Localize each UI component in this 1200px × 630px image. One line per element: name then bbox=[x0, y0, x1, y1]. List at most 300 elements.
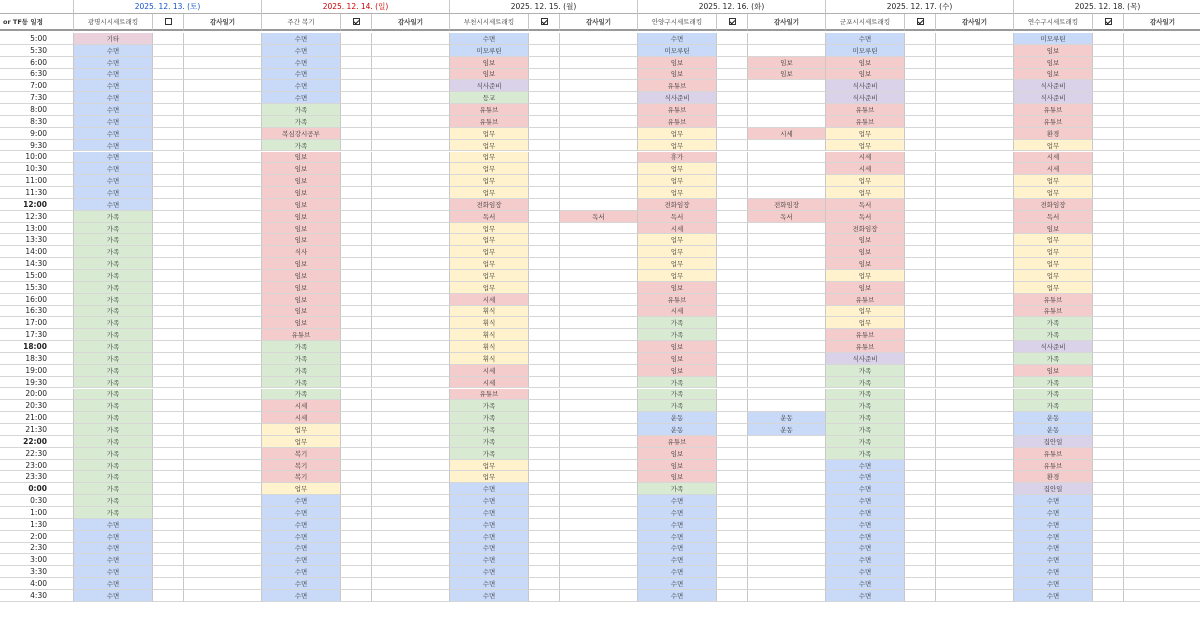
check-cell[interactable] bbox=[341, 460, 372, 472]
activity-cell[interactable]: 수면 bbox=[450, 495, 529, 507]
activity-cell[interactable]: 가족 bbox=[74, 341, 153, 353]
activity-cell[interactable]: 가족 bbox=[1014, 400, 1093, 412]
thanks-diary-cell[interactable] bbox=[184, 234, 262, 246]
check-cell[interactable] bbox=[905, 234, 936, 246]
task-header[interactable]: 광명시시세트래킹 bbox=[74, 14, 153, 31]
activity-cell[interactable]: 수면 bbox=[450, 590, 529, 602]
check-cell[interactable] bbox=[1093, 234, 1124, 246]
time-label[interactable]: 15:30 bbox=[0, 282, 74, 294]
thanks-diary-cell[interactable] bbox=[372, 152, 450, 164]
activity-cell[interactable]: 가족 bbox=[638, 317, 717, 329]
check-cell[interactable] bbox=[341, 104, 372, 116]
check-cell[interactable] bbox=[905, 578, 936, 590]
task-checkbox-cell[interactable] bbox=[341, 14, 372, 31]
activity-cell[interactable]: 수면 bbox=[74, 199, 153, 211]
activity-cell[interactable]: 업무 bbox=[638, 246, 717, 258]
thanks-diary-cell[interactable] bbox=[184, 365, 262, 377]
check-cell[interactable] bbox=[1093, 282, 1124, 294]
check-cell[interactable] bbox=[341, 80, 372, 92]
thanks-diary-cell[interactable] bbox=[184, 140, 262, 152]
thanks-diary-cell[interactable] bbox=[1124, 495, 1200, 507]
check-cell[interactable] bbox=[153, 448, 184, 460]
check-cell[interactable] bbox=[717, 578, 748, 590]
check-cell[interactable] bbox=[341, 531, 372, 543]
activity-cell[interactable]: 수면 bbox=[826, 554, 905, 566]
thanks-diary-cell[interactable] bbox=[748, 365, 826, 377]
thanks-diary-cell[interactable] bbox=[748, 92, 826, 104]
thanks-diary-cell[interactable] bbox=[936, 116, 1014, 128]
thanks-diary-cell[interactable] bbox=[372, 389, 450, 401]
thanks-diary-cell[interactable] bbox=[1124, 590, 1200, 602]
thanks-diary-cell[interactable] bbox=[936, 519, 1014, 531]
thanks-diary-cell[interactable] bbox=[936, 507, 1014, 519]
check-cell[interactable] bbox=[1093, 116, 1124, 128]
thanks-diary-cell[interactable] bbox=[560, 306, 638, 318]
activity-cell[interactable]: 업무 bbox=[450, 258, 529, 270]
check-cell[interactable] bbox=[717, 519, 748, 531]
thanks-diary-cell[interactable]: 독서 bbox=[748, 211, 826, 223]
thanks-diary-cell[interactable] bbox=[936, 377, 1014, 389]
activity-cell[interactable]: 유튜브 bbox=[826, 341, 905, 353]
thanks-diary-cell[interactable] bbox=[372, 578, 450, 590]
check-cell[interactable] bbox=[529, 412, 560, 424]
check-cell[interactable] bbox=[1093, 45, 1124, 57]
empty-checkbox-icon[interactable] bbox=[165, 18, 172, 25]
activity-cell[interactable]: 수면 bbox=[74, 69, 153, 81]
activity-cell[interactable]: 업무 bbox=[450, 246, 529, 258]
activity-cell[interactable]: 수면 bbox=[1014, 495, 1093, 507]
activity-cell[interactable]: 가족 bbox=[74, 495, 153, 507]
check-cell[interactable] bbox=[341, 365, 372, 377]
activity-cell[interactable]: 유튜브 bbox=[1014, 104, 1093, 116]
activity-cell[interactable]: 미모루틴 bbox=[450, 45, 529, 57]
thanks-diary-cell[interactable] bbox=[560, 270, 638, 282]
thanks-diary-cell[interactable] bbox=[560, 33, 638, 45]
thanks-diary-cell[interactable] bbox=[560, 69, 638, 81]
check-cell[interactable] bbox=[905, 57, 936, 69]
time-label[interactable]: 15:00 bbox=[0, 270, 74, 282]
thanks-diary-cell[interactable] bbox=[748, 460, 826, 472]
thanks-diary-cell[interactable] bbox=[1124, 211, 1200, 223]
activity-cell[interactable]: 임보 bbox=[262, 282, 341, 294]
activity-cell[interactable]: 업무 bbox=[1014, 246, 1093, 258]
activity-cell[interactable]: 가족 bbox=[262, 341, 341, 353]
check-cell[interactable] bbox=[1093, 163, 1124, 175]
check-cell[interactable] bbox=[341, 199, 372, 211]
day-date-header[interactable]: 2025. 12. 13. (토) bbox=[74, 0, 262, 14]
check-cell[interactable] bbox=[529, 424, 560, 436]
thanks-diary-cell[interactable] bbox=[1124, 566, 1200, 578]
activity-cell[interactable]: 가족 bbox=[74, 377, 153, 389]
activity-cell[interactable]: 가족 bbox=[826, 436, 905, 448]
check-cell[interactable] bbox=[153, 578, 184, 590]
activity-cell[interactable]: 수면 bbox=[638, 554, 717, 566]
check-cell[interactable] bbox=[529, 223, 560, 235]
time-label[interactable]: 1:30 bbox=[0, 519, 74, 531]
check-cell[interactable] bbox=[717, 211, 748, 223]
activity-cell[interactable]: 임보 bbox=[1014, 223, 1093, 235]
thanks-diary-cell[interactable] bbox=[936, 258, 1014, 270]
check-cell[interactable] bbox=[1093, 412, 1124, 424]
activity-cell[interactable]: 운동 bbox=[638, 412, 717, 424]
thanks-diary-cell[interactable] bbox=[372, 69, 450, 81]
activity-cell[interactable]: 수면 bbox=[74, 116, 153, 128]
activity-cell[interactable]: 독서 bbox=[1014, 211, 1093, 223]
activity-cell[interactable]: 임보 bbox=[262, 258, 341, 270]
check-cell[interactable] bbox=[153, 282, 184, 294]
thanks-diary-cell[interactable] bbox=[372, 187, 450, 199]
check-cell[interactable] bbox=[717, 389, 748, 401]
check-cell[interactable] bbox=[1093, 507, 1124, 519]
time-label[interactable]: 3:00 bbox=[0, 554, 74, 566]
activity-cell[interactable]: 시세 bbox=[826, 152, 905, 164]
thanks-diary-cell[interactable] bbox=[748, 80, 826, 92]
activity-cell[interactable]: 임보 bbox=[450, 57, 529, 69]
check-cell[interactable] bbox=[529, 33, 560, 45]
thanks-diary-cell[interactable] bbox=[372, 223, 450, 235]
thanks-diary-cell[interactable] bbox=[560, 424, 638, 436]
thanks-diary-cell[interactable] bbox=[936, 483, 1014, 495]
check-cell[interactable] bbox=[529, 341, 560, 353]
thanks-diary-cell[interactable]: 운동 bbox=[748, 412, 826, 424]
activity-cell[interactable]: 업무 bbox=[450, 140, 529, 152]
thanks-diary-cell[interactable] bbox=[1124, 175, 1200, 187]
activity-cell[interactable]: 수면 bbox=[74, 566, 153, 578]
thanks-diary-cell[interactable] bbox=[184, 294, 262, 306]
thanks-diary-cell[interactable] bbox=[372, 80, 450, 92]
thanks-diary-cell[interactable] bbox=[184, 424, 262, 436]
activity-cell[interactable]: 업무 bbox=[450, 128, 529, 140]
task-header[interactable]: 주간 복기 bbox=[262, 14, 341, 31]
thanks-diary-cell[interactable] bbox=[184, 495, 262, 507]
check-cell[interactable] bbox=[153, 234, 184, 246]
check-cell[interactable] bbox=[1093, 152, 1124, 164]
activity-cell[interactable]: 유튜브 bbox=[638, 116, 717, 128]
thanks-diary-cell[interactable] bbox=[372, 543, 450, 555]
checked-checkbox-icon[interactable] bbox=[541, 18, 548, 25]
activity-cell[interactable]: 임보 bbox=[262, 187, 341, 199]
check-cell[interactable] bbox=[153, 543, 184, 555]
check-cell[interactable] bbox=[153, 152, 184, 164]
thanks-diary-cell[interactable] bbox=[184, 57, 262, 69]
check-cell[interactable] bbox=[905, 400, 936, 412]
activity-cell[interactable]: 시세 bbox=[826, 163, 905, 175]
activity-cell[interactable]: 업무 bbox=[826, 140, 905, 152]
check-cell[interactable] bbox=[529, 92, 560, 104]
time-label[interactable]: 23:30 bbox=[0, 471, 74, 483]
task-checkbox-cell[interactable] bbox=[905, 14, 936, 31]
activity-cell[interactable]: 가족 bbox=[638, 400, 717, 412]
check-cell[interactable] bbox=[717, 590, 748, 602]
activity-cell[interactable]: 가족 bbox=[826, 365, 905, 377]
activity-cell[interactable]: 미모루틴 bbox=[1014, 33, 1093, 45]
check-cell[interactable] bbox=[341, 471, 372, 483]
thanks-diary-cell[interactable] bbox=[936, 554, 1014, 566]
thanks-diary-cell[interactable] bbox=[1124, 353, 1200, 365]
check-cell[interactable] bbox=[1093, 175, 1124, 187]
activity-cell[interactable]: 수면 bbox=[74, 140, 153, 152]
thanks-diary-cell[interactable] bbox=[936, 246, 1014, 258]
activity-cell[interactable]: 임보 bbox=[638, 448, 717, 460]
activity-cell[interactable]: 임보 bbox=[638, 282, 717, 294]
activity-cell[interactable]: 가족 bbox=[74, 389, 153, 401]
activity-cell[interactable]: 수면 bbox=[1014, 554, 1093, 566]
thanks-diary-cell[interactable] bbox=[1124, 471, 1200, 483]
activity-cell[interactable]: 업무 bbox=[826, 317, 905, 329]
activity-cell[interactable]: 수면 bbox=[450, 578, 529, 590]
check-cell[interactable] bbox=[153, 45, 184, 57]
activity-cell[interactable]: 임보 bbox=[262, 306, 341, 318]
check-cell[interactable] bbox=[341, 223, 372, 235]
activity-cell[interactable]: 업무 bbox=[638, 258, 717, 270]
check-cell[interactable] bbox=[905, 223, 936, 235]
activity-cell[interactable]: 가족 bbox=[826, 400, 905, 412]
thanks-diary-cell[interactable] bbox=[748, 223, 826, 235]
check-cell[interactable] bbox=[153, 92, 184, 104]
activity-cell[interactable]: 전화임장 bbox=[638, 199, 717, 211]
thanks-diary-cell[interactable] bbox=[184, 187, 262, 199]
check-cell[interactable] bbox=[1093, 294, 1124, 306]
activity-cell[interactable]: 업무 bbox=[1014, 234, 1093, 246]
activity-cell[interactable]: 임보 bbox=[638, 353, 717, 365]
check-cell[interactable] bbox=[529, 234, 560, 246]
activity-cell[interactable]: 수면 bbox=[262, 45, 341, 57]
check-cell[interactable] bbox=[341, 353, 372, 365]
check-cell[interactable] bbox=[717, 412, 748, 424]
thanks-diary-cell[interactable] bbox=[1124, 104, 1200, 116]
check-cell[interactable] bbox=[529, 199, 560, 211]
check-cell[interactable] bbox=[905, 436, 936, 448]
check-cell[interactable] bbox=[341, 306, 372, 318]
activity-cell[interactable]: 유튜브 bbox=[450, 116, 529, 128]
activity-cell[interactable]: 유튜브 bbox=[826, 116, 905, 128]
thanks-diary-cell[interactable] bbox=[1124, 234, 1200, 246]
activity-cell[interactable]: 수면 bbox=[74, 163, 153, 175]
activity-cell[interactable]: 식사준비 bbox=[826, 353, 905, 365]
check-cell[interactable] bbox=[717, 270, 748, 282]
check-cell[interactable] bbox=[1093, 400, 1124, 412]
check-cell[interactable] bbox=[717, 471, 748, 483]
check-cell[interactable] bbox=[153, 116, 184, 128]
activity-cell[interactable]: 수면 bbox=[638, 543, 717, 555]
thanks-diary-cell[interactable] bbox=[936, 495, 1014, 507]
activity-cell[interactable]: 임보 bbox=[826, 258, 905, 270]
check-cell[interactable] bbox=[153, 258, 184, 270]
activity-cell[interactable]: 운동 bbox=[638, 424, 717, 436]
check-cell[interactable] bbox=[153, 140, 184, 152]
check-cell[interactable] bbox=[1093, 377, 1124, 389]
time-label[interactable]: 14:00 bbox=[0, 246, 74, 258]
thanks-diary-cell[interactable] bbox=[936, 282, 1014, 294]
check-cell[interactable] bbox=[529, 282, 560, 294]
check-cell[interactable] bbox=[341, 495, 372, 507]
time-label[interactable]: 17:30 bbox=[0, 329, 74, 341]
time-label[interactable]: 4:30 bbox=[0, 590, 74, 602]
activity-cell[interactable]: 수면 bbox=[826, 471, 905, 483]
check-cell[interactable] bbox=[905, 152, 936, 164]
activity-cell[interactable]: 수면 bbox=[74, 590, 153, 602]
thanks-diary-cell[interactable] bbox=[936, 270, 1014, 282]
time-label[interactable]: 10:00 bbox=[0, 152, 74, 164]
activity-cell[interactable]: 식사준비 bbox=[826, 92, 905, 104]
time-label[interactable]: 2:30 bbox=[0, 543, 74, 555]
thanks-diary-cell[interactable] bbox=[372, 116, 450, 128]
check-cell[interactable] bbox=[1093, 566, 1124, 578]
check-cell[interactable] bbox=[529, 507, 560, 519]
check-cell[interactable] bbox=[717, 80, 748, 92]
thanks-diary-cell[interactable] bbox=[748, 436, 826, 448]
check-cell[interactable] bbox=[341, 270, 372, 282]
check-cell[interactable] bbox=[1093, 531, 1124, 543]
activity-cell[interactable]: 임보 bbox=[262, 317, 341, 329]
check-cell[interactable] bbox=[905, 270, 936, 282]
activity-cell[interactable]: 업무 bbox=[450, 223, 529, 235]
thanks-diary-cell[interactable] bbox=[560, 223, 638, 235]
check-cell[interactable] bbox=[529, 294, 560, 306]
thanks-diary-cell[interactable] bbox=[1124, 377, 1200, 389]
check-cell[interactable] bbox=[905, 448, 936, 460]
activity-cell[interactable]: 업무 bbox=[638, 270, 717, 282]
activity-cell[interactable]: 임보 bbox=[450, 69, 529, 81]
thanks-diary-cell[interactable] bbox=[372, 246, 450, 258]
activity-cell[interactable]: 유튜브 bbox=[262, 329, 341, 341]
thanks-diary-cell[interactable] bbox=[1124, 554, 1200, 566]
thanks-diary-cell[interactable] bbox=[184, 104, 262, 116]
activity-cell[interactable]: 가족 bbox=[74, 211, 153, 223]
activity-cell[interactable]: 가족 bbox=[450, 400, 529, 412]
thanks-diary-cell[interactable] bbox=[748, 246, 826, 258]
activity-cell[interactable]: 수면 bbox=[638, 578, 717, 590]
thanks-diary-cell[interactable] bbox=[372, 199, 450, 211]
thanks-diary-cell[interactable] bbox=[184, 211, 262, 223]
activity-cell[interactable]: 업무 bbox=[262, 436, 341, 448]
thanks-diary-cell[interactable] bbox=[748, 590, 826, 602]
thanks-diary-header[interactable]: 감사일기 bbox=[184, 14, 262, 31]
thanks-diary-cell[interactable] bbox=[372, 341, 450, 353]
activity-cell[interactable]: 가족 bbox=[826, 377, 905, 389]
activity-cell[interactable]: 유튜브 bbox=[826, 294, 905, 306]
check-cell[interactable] bbox=[717, 353, 748, 365]
time-label[interactable]: 18:30 bbox=[0, 353, 74, 365]
activity-cell[interactable]: 복기 bbox=[262, 460, 341, 472]
time-label[interactable]: 5:00 bbox=[0, 33, 74, 45]
thanks-diary-cell[interactable] bbox=[748, 306, 826, 318]
thanks-diary-cell[interactable] bbox=[1124, 365, 1200, 377]
activity-cell[interactable]: 수면 bbox=[262, 80, 341, 92]
check-cell[interactable] bbox=[529, 543, 560, 555]
check-cell[interactable] bbox=[529, 329, 560, 341]
check-cell[interactable] bbox=[1093, 187, 1124, 199]
thanks-diary-cell[interactable] bbox=[372, 412, 450, 424]
check-cell[interactable] bbox=[153, 377, 184, 389]
check-cell[interactable] bbox=[1093, 199, 1124, 211]
check-cell[interactable] bbox=[905, 483, 936, 495]
thanks-diary-cell[interactable] bbox=[748, 116, 826, 128]
activity-cell[interactable]: 식사준비 bbox=[826, 80, 905, 92]
check-cell[interactable] bbox=[717, 282, 748, 294]
thanks-diary-cell[interactable] bbox=[372, 507, 450, 519]
check-cell[interactable] bbox=[1093, 140, 1124, 152]
thanks-diary-cell[interactable] bbox=[560, 45, 638, 57]
thanks-diary-cell[interactable] bbox=[372, 566, 450, 578]
activity-cell[interactable]: 수면 bbox=[638, 519, 717, 531]
thanks-diary-cell[interactable] bbox=[1124, 519, 1200, 531]
activity-cell[interactable]: 수면 bbox=[638, 566, 717, 578]
activity-cell[interactable]: 시세 bbox=[1014, 163, 1093, 175]
thanks-diary-cell[interactable] bbox=[748, 341, 826, 353]
time-label[interactable]: 13:00 bbox=[0, 223, 74, 235]
activity-cell[interactable]: 가족 bbox=[262, 140, 341, 152]
activity-cell[interactable]: 수면 bbox=[638, 507, 717, 519]
thanks-diary-cell[interactable] bbox=[936, 211, 1014, 223]
check-cell[interactable] bbox=[153, 460, 184, 472]
activity-cell[interactable]: 가족 bbox=[1014, 329, 1093, 341]
time-label[interactable]: 19:30 bbox=[0, 377, 74, 389]
activity-cell[interactable]: 가족 bbox=[262, 104, 341, 116]
thanks-diary-cell[interactable] bbox=[372, 377, 450, 389]
thanks-diary-cell[interactable] bbox=[560, 507, 638, 519]
activity-cell[interactable]: 수면 bbox=[826, 578, 905, 590]
activity-cell[interactable]: 수면 bbox=[826, 33, 905, 45]
activity-cell[interactable]: 미모루틴 bbox=[826, 45, 905, 57]
check-cell[interactable] bbox=[1093, 104, 1124, 116]
check-cell[interactable] bbox=[341, 341, 372, 353]
activity-cell[interactable]: 환경 bbox=[1014, 471, 1093, 483]
activity-cell[interactable]: 수면 bbox=[74, 92, 153, 104]
thanks-diary-cell[interactable] bbox=[560, 187, 638, 199]
activity-cell[interactable]: 임보 bbox=[826, 282, 905, 294]
activity-cell[interactable]: 수면 bbox=[74, 57, 153, 69]
activity-cell[interactable]: 가족 bbox=[450, 412, 529, 424]
thanks-diary-cell[interactable] bbox=[184, 329, 262, 341]
check-cell[interactable] bbox=[153, 211, 184, 223]
check-cell[interactable] bbox=[1093, 424, 1124, 436]
check-cell[interactable] bbox=[529, 140, 560, 152]
check-cell[interactable] bbox=[1093, 483, 1124, 495]
check-cell[interactable] bbox=[717, 140, 748, 152]
check-cell[interactable] bbox=[341, 246, 372, 258]
activity-cell[interactable]: 수면 bbox=[74, 578, 153, 590]
check-cell[interactable] bbox=[529, 211, 560, 223]
check-cell[interactable] bbox=[341, 282, 372, 294]
check-cell[interactable] bbox=[153, 317, 184, 329]
activity-cell[interactable]: 업무 bbox=[450, 471, 529, 483]
activity-cell[interactable]: 임보 bbox=[1014, 57, 1093, 69]
activity-cell[interactable]: 가족 bbox=[74, 234, 153, 246]
activity-cell[interactable]: 가족 bbox=[74, 460, 153, 472]
thanks-diary-cell[interactable] bbox=[748, 554, 826, 566]
thanks-diary-cell[interactable] bbox=[184, 306, 262, 318]
activity-cell[interactable]: 식사준비 bbox=[1014, 341, 1093, 353]
activity-cell[interactable]: 임보 bbox=[638, 460, 717, 472]
time-label[interactable]: 8:30 bbox=[0, 116, 74, 128]
activity-cell[interactable]: 수면 bbox=[74, 45, 153, 57]
check-cell[interactable] bbox=[341, 412, 372, 424]
check-cell[interactable] bbox=[905, 294, 936, 306]
thanks-diary-cell[interactable] bbox=[184, 45, 262, 57]
check-cell[interactable] bbox=[905, 590, 936, 602]
check-cell[interactable] bbox=[529, 483, 560, 495]
thanks-diary-cell[interactable] bbox=[1124, 436, 1200, 448]
activity-cell[interactable]: 가족 bbox=[638, 389, 717, 401]
thanks-diary-cell[interactable] bbox=[936, 329, 1014, 341]
time-label[interactable]: 7:30 bbox=[0, 92, 74, 104]
thanks-diary-cell[interactable] bbox=[748, 507, 826, 519]
thanks-diary-cell[interactable] bbox=[1124, 400, 1200, 412]
time-label[interactable]: 6:30 bbox=[0, 69, 74, 81]
check-cell[interactable] bbox=[717, 223, 748, 235]
thanks-diary-cell[interactable] bbox=[748, 33, 826, 45]
